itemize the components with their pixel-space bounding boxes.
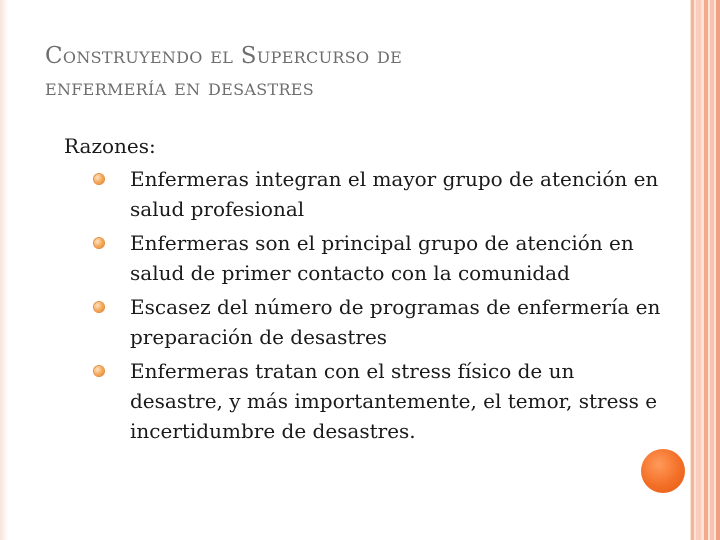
orange-circle-bullet-icon — [94, 238, 104, 248]
orange-circle-bullet-icon — [94, 174, 104, 184]
right-striped-band — [690, 0, 720, 540]
slide-title-line-1: Construyendo el Supercurso de — [45, 43, 403, 69]
left-edge-decoration — [0, 0, 8, 540]
slide-body — [64, 132, 664, 450]
bullet-list — [64, 164, 664, 446]
bullet-item — [92, 356, 670, 446]
band-stripe — [691, 0, 694, 540]
slide-title — [45, 40, 645, 104]
band-stripe — [716, 0, 720, 540]
orange-circle-bullet-icon — [94, 366, 104, 376]
bullet-item — [92, 164, 670, 224]
bullet-item — [92, 292, 670, 352]
orange-circle-decoration — [641, 449, 685, 493]
bullet-item — [92, 228, 670, 288]
band-stripe — [710, 0, 714, 540]
orange-circle-bullet-icon — [94, 302, 104, 312]
intro-text: Razones: — [64, 134, 156, 158]
band-stripe — [704, 0, 708, 540]
bullet-text: Enfermeras son el principal grupo de atención en salud de primer contacto con la comunidad — [130, 231, 634, 285]
bullet-text: Enfermeras tratan con el stress físico de un desastre, y más importantemente, el temor, stress e incertidumbre de desastres. — [130, 359, 658, 443]
band-stripe — [696, 0, 701, 540]
bullet-text: Escasez del número de programas de enfermería en preparación de desastres — [130, 295, 661, 349]
bullet-text: Enfermeras integran el mayor grupo de atención en salud profesional — [130, 167, 659, 221]
slide-title-line-2: enfermería en desastres — [45, 75, 315, 101]
